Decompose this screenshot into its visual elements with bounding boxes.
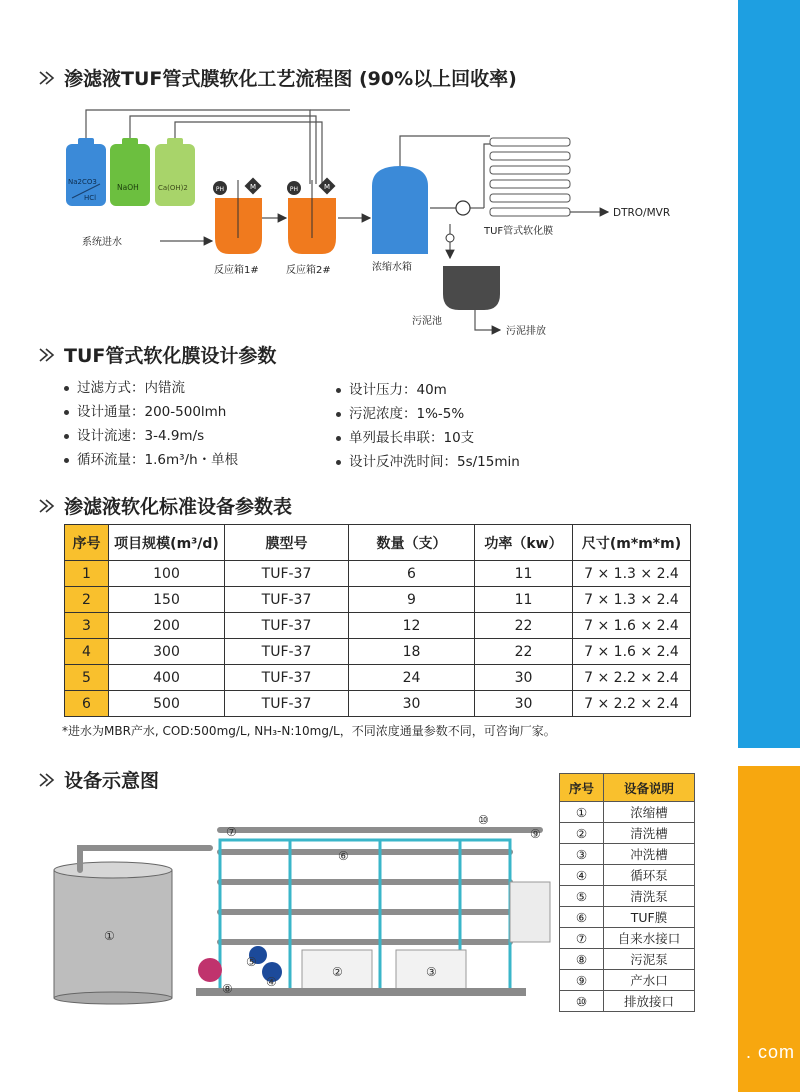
pump-icon: [456, 201, 470, 215]
legend-row: ⑨ 产水口: [560, 970, 695, 991]
equip-title-text: 设备示意图: [64, 770, 160, 792]
callout-7: ⑦: [226, 825, 237, 839]
callout-9: ⑨: [530, 827, 541, 841]
spec-table: [64, 524, 691, 717]
dtro-label: DTRO/MVR: [613, 207, 671, 219]
legend-row: ④ 循环泵: [560, 865, 695, 886]
table-header-row: 序号 项目规模(m³/d) 膜型号 数量（支） 功率（kw） 尺寸(m*m*m): [65, 525, 691, 561]
double-chevron-icon: [38, 772, 60, 788]
callout-8: ⑧: [222, 982, 233, 996]
legend-row: ⑦ 自来水接口: [560, 928, 695, 949]
legend-row: ① 浓缩槽: [560, 802, 695, 823]
equipment-legend-table: [559, 773, 695, 1012]
tank1-label-a: Na2CO3: [68, 178, 97, 186]
process-flow-diagram: [60, 108, 720, 348]
table-row: 2 150 TUF-37 9 11 7 × 1.3 × 2.4: [65, 587, 691, 613]
design-params-left: [64, 376, 238, 472]
valve-icon: [446, 234, 454, 242]
legend-row: ⑧ 污泥泵: [560, 949, 695, 970]
legend-row: ⑩ 排放接口: [560, 991, 695, 1012]
reactor1-label: 反应箱1#: [214, 265, 259, 276]
equip-section-title: [38, 766, 159, 793]
chemical-tank-3: [155, 138, 195, 206]
legend-row: ⑥ TUF膜: [560, 907, 695, 928]
table-title-text: 渗滤液软化标准设备参数表: [64, 496, 293, 518]
design-title-text: TUF管式软化膜设计参数: [64, 345, 277, 367]
legend-row: ⑤ 清洗泵: [560, 886, 695, 907]
callout-5: ⑤: [246, 955, 257, 969]
ph-label-2: PH: [289, 186, 299, 193]
param-item: 单列最长串联：10支: [336, 426, 520, 450]
flow-title-text: 渗滤液TUF管式膜软化工艺流程图 (90%以上回收率): [64, 68, 517, 90]
callout-3: ③: [426, 965, 437, 979]
inlet-label: 系统进水: [82, 237, 122, 248]
legend-row: ② 清洗槽: [560, 823, 695, 844]
sludge-pool-label: 污泥池: [412, 316, 442, 327]
param-item: 设计通量：200-500lmh: [64, 400, 238, 424]
watermark: . com: [746, 1042, 796, 1062]
membrane-label: TUF管式软化膜: [484, 226, 554, 237]
concentrate-tank: [372, 166, 428, 273]
conc-tank-label: 浓缩水箱: [372, 262, 412, 273]
double-chevron-icon: [38, 70, 60, 86]
sludge-pool: [412, 266, 546, 337]
callout-10: ⑩: [478, 813, 489, 827]
param-item: 设计流速：3-4.9m/s: [64, 424, 238, 448]
param-item: 过滤方式：内错流: [64, 376, 238, 400]
table-row: 5 400 TUF-37 24 30 7 × 2.2 × 2.4: [65, 665, 691, 691]
reactor2-label: 反应箱2#: [286, 265, 331, 276]
param-item: 循环流量：1.6m³/h・单根: [64, 448, 238, 472]
m-label-2: M: [323, 183, 331, 191]
tank2-label: NaOH: [117, 183, 139, 192]
table-note: *进水为MBR产水, COD:500mg/L, NH₃-N:10mg/L，不同浓度通量参数不同，可咨询厂家。: [62, 724, 556, 738]
side-accent-blue: [738, 0, 800, 748]
membrane-bank: [490, 138, 570, 216]
sludge-out-label: 污泥排放: [506, 326, 546, 337]
equipment-illustration: [40, 800, 560, 1015]
flow-section-title: [38, 64, 517, 91]
table-row: 4 300 TUF-37 18 22 7 × 1.6 × 2.4: [65, 639, 691, 665]
chemical-tank-1: [66, 138, 106, 206]
design-section-title: [38, 341, 276, 368]
ph-label: PH: [215, 186, 225, 193]
table-section-title: [38, 492, 292, 519]
tank3-label: Ca(OH)2: [158, 184, 188, 192]
double-chevron-icon: [38, 498, 60, 514]
callout-6: ⑥: [338, 849, 349, 863]
m-label: M: [249, 183, 257, 191]
callout-1: ①: [104, 929, 115, 943]
reactor-2: [286, 178, 336, 276]
legend-row: ③ 冲洗槽: [560, 844, 695, 865]
callout-2: ②: [332, 965, 343, 979]
table-row: 1 100 TUF-37 6 11 7 × 1.3 × 2.4: [65, 561, 691, 587]
reactor-1: [213, 178, 262, 276]
chemical-tank-2: [110, 138, 150, 206]
legend-header-row: 序号 设备说明: [560, 774, 695, 802]
callout-4: ④: [266, 975, 277, 989]
table-row: 3 200 TUF-37 12 22 7 × 1.6 × 2.4: [65, 613, 691, 639]
table-row: 6 500 TUF-37 30 30 7 × 2.2 × 2.4: [65, 691, 691, 717]
param-item: 污泥浓度：1%-5%: [336, 402, 520, 426]
param-item: 设计压力：40m: [336, 378, 520, 402]
param-item: 设计反冲洗时间：5s/15min: [336, 450, 520, 474]
tank1-label-b: HCl: [84, 194, 97, 202]
design-params-right: [336, 378, 520, 474]
double-chevron-icon: [38, 347, 60, 363]
